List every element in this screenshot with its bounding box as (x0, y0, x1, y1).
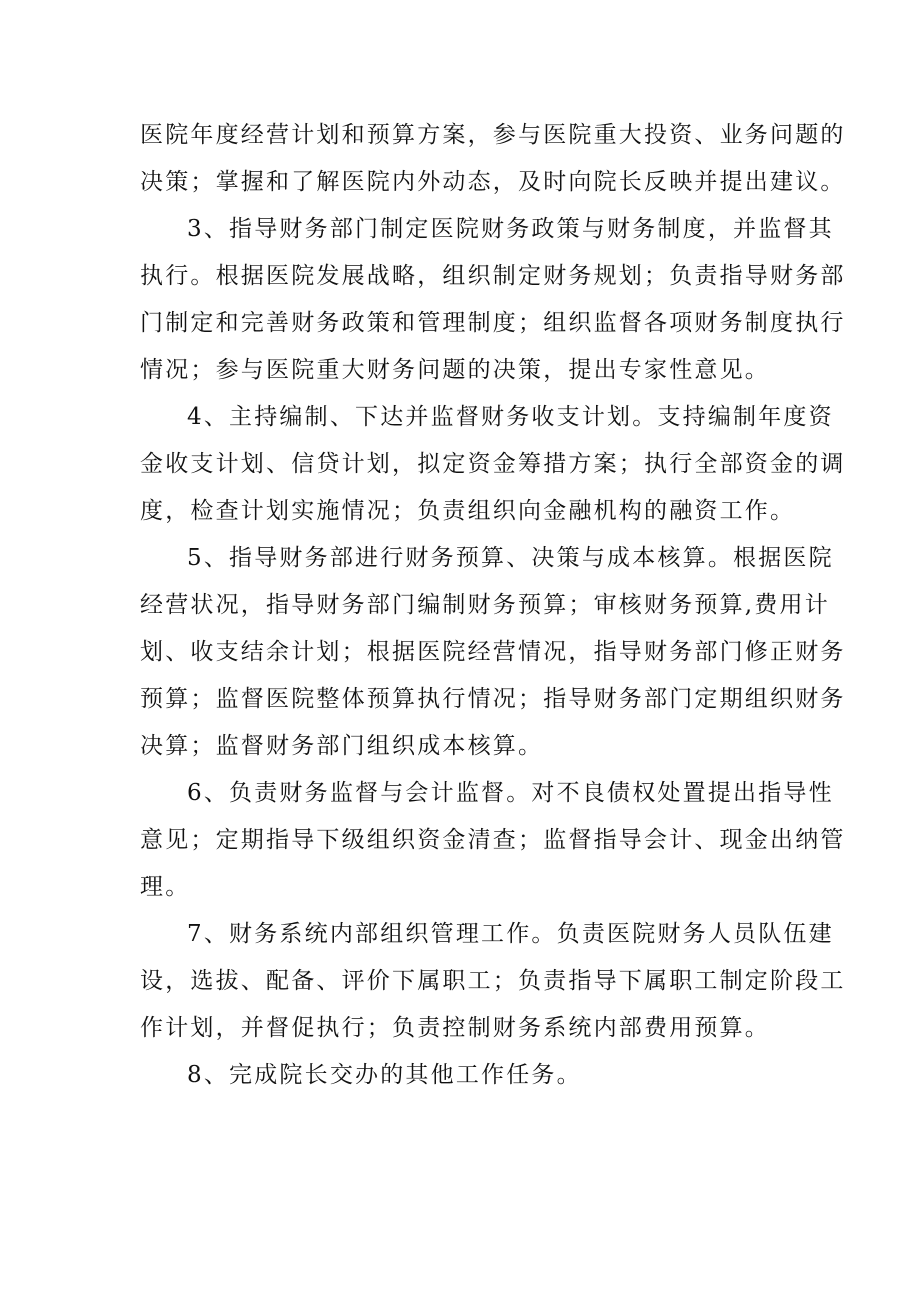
text-line-12: 划、收支结余计划；根据医院经营情况，指导财务部门修正财务 (140, 639, 846, 665)
text-line-20: 作计划，并督促执行；负责控制财务系统内部费用预算。 (140, 1015, 770, 1041)
text-line-18: 7、财务系统内部组织管理工作。负责医院财务人员队伍建 (187, 921, 834, 947)
text-line-21: 8、完成院长交办的其他工作任务。 (187, 1062, 582, 1088)
text-line-5: 门制定和完善财务政策和管理制度；组织监督各项财务制度执行 (140, 310, 846, 336)
text-line-3: 3、指导财务部门制定医院财务政策与财务制度，并监督其 (187, 216, 834, 242)
text-line-2: 决策；掌握和了解医院内外动态，及时向院长反映并提出建议。 (140, 169, 846, 195)
text-line-11: 经营状况，指导财务部门编制财务预算；审核财务预算,费用计 (140, 592, 830, 618)
text-line-13: 预算；监督医院整体预算执行情况；指导财务部门定期组织财务 (140, 686, 846, 712)
text-line-19: 设，选拔、配备、评价下属职工；负责指导下属职工制定阶段工 (140, 968, 846, 994)
text-line-16: 意见；定期指导下级组织资金清查；监督指导会计、现金出纳管 (140, 827, 846, 853)
text-line-8: 金收支计划、信贷计划，拟定资金筹措方案；执行全部资金的调 (140, 451, 846, 477)
text-line-1: 医院年度经营计划和预算方案，参与医院重大投资、业务问题的 (140, 122, 846, 148)
text-line-17: 理。 (140, 874, 191, 900)
text-line-15: 6、负责财务监督与会计监督。对不良债权处置提出指导性 (187, 780, 834, 806)
text-line-14: 决算；监督财务部门组织成本核算。 (140, 733, 544, 759)
text-line-7: 4、主持编制、下达并监督财务收支计划。支持编制年度资 (187, 404, 834, 430)
text-line-4: 执行。根据医院发展战略，组织制定财务规划；负责指导财务部 (140, 263, 846, 289)
text-line-9: 度，检查计划实施情况；负责组织向金融机构的融资工作。 (140, 498, 796, 524)
text-line-6: 情况；参与医院重大财务问题的决策，提出专家性意见。 (140, 357, 770, 383)
text-line-10: 5、指导财务部进行财务预算、决策与成本核算。根据医院 (187, 545, 834, 571)
